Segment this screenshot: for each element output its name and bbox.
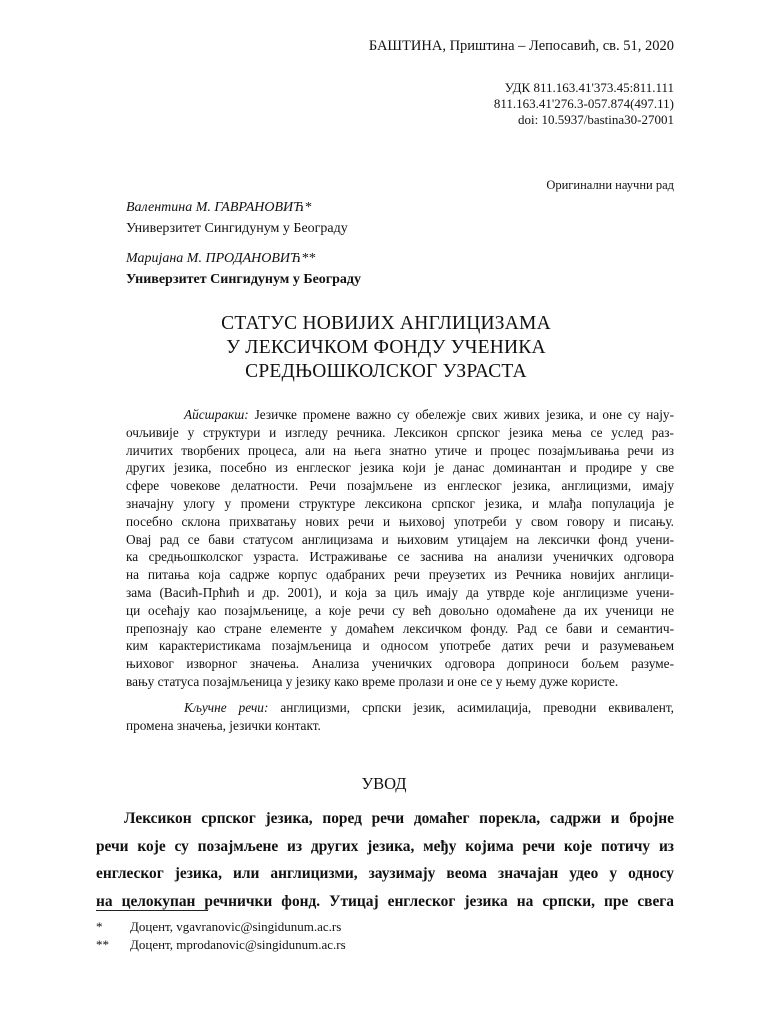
abstract-line	[126, 406, 674, 424]
author-name: Маријана М. ПРОДАНОВИЋ**	[126, 251, 316, 266]
keywords-line: промена значења, језички контакт.	[126, 717, 321, 733]
footnotes	[96, 918, 346, 954]
footnote-text: Доцент, mprodanovic@singidunum.ac.rs	[130, 937, 346, 952]
title-line: СРЕДЊОШКОЛСКОГ УЗРАСТА	[245, 361, 527, 382]
keywords-text: англицизми, српски језик, асимилација, преводни еквивалент,	[280, 699, 675, 715]
author-block	[126, 248, 361, 290]
abstract-line: вању статуса позајмљеница у језику како време пролази и оне се у њему дуже користе.	[126, 673, 619, 689]
abstract-line: Овај рад се бави статусом англицизама и њиховим утицајем на лексички фонд учени-	[126, 531, 674, 547]
author-name: Валентина М. ГАВРАНОВИЋ*	[126, 200, 312, 215]
udk-line: 811.163.41'276.3-057.874(497.11)	[493, 96, 674, 111]
keywords-label: Кључне речи:	[184, 699, 269, 715]
footnote-mark: **	[96, 937, 109, 952]
abstract-line: посебно склона прихватању нових речи и њиховој употреби у свом говору и писању.	[126, 513, 674, 529]
author-block	[126, 197, 348, 239]
abstract-line: њиховог изворног значења. Анализа ученичких одговора доприноси бољем разуме-	[126, 656, 674, 672]
abstract-line: ким карактеристикама позајмљеница и односом употребе датих речи и разумевањем	[126, 638, 674, 654]
title-line: У ЛЕКСИЧКОМ ФОНДУ УЧЕНИКА	[226, 337, 546, 358]
abstract-line: очљивије у структури и изгледу речника. Лексикон српског језика мења се услед раз-	[126, 424, 674, 440]
abstract-line: ци осећају као позајмљенице, а које речи су већ довољно одомаћене да их ученици не	[126, 602, 674, 618]
footnote-text: Доцент, vgavranovic@singidunum.ac.rs	[130, 919, 342, 934]
abstract-line: личитих творбених процеса, али на њега знатно утиче и процес позајмљивања речи из	[126, 442, 674, 458]
abstract-line: других језика, посебно из енглеског језика који је данас доминантан и продире у све	[126, 460, 674, 476]
body-line: Лексикон српског језика, поред речи домаћег порекла, садржи и бројне	[124, 810, 674, 827]
abstract-label: Айсшракш:	[184, 407, 249, 422]
author-affiliation: Универзитет Сингидунум у Београду	[126, 272, 362, 287]
abstract-line: на питања која садрже корпус одабраних речи преузетих из Речника новијих англици-	[126, 567, 674, 583]
footnote-rule	[96, 910, 208, 911]
title-line: СТАТУС НОВИЈИХ АНГЛИЦИЗАМА	[221, 313, 551, 334]
abstract-line: значајну улогу у промени структуре лексикона српског језика, и млађа популација је	[126, 495, 674, 511]
keywords-line	[126, 699, 674, 717]
abstract-text: Језичке промене важно су обележје свих живих језика, и оне су нају-	[254, 407, 674, 422]
keywords	[126, 699, 674, 735]
section-heading: УВОД	[361, 774, 407, 793]
abstract-line: зама (Васић-Прћић и др. 2001), и која за циљ имају да утврде које англицизме учени-	[126, 584, 674, 600]
footnote	[96, 936, 346, 954]
article-type: Оригинални научни рад	[546, 178, 674, 192]
body-line: на целокупан речнички фонд. Утицај енглеског језика на српски, пре свега	[96, 892, 674, 910]
abstract-line: ка средњошколског узраста. Истраживање се заснива на анализи ученичких одговора	[126, 549, 674, 565]
body-line: речи које су позајмљене из других језика, међу којима речи које потичу из	[96, 837, 674, 855]
author-affiliation: Универзитет Сингидунум у Београду	[126, 221, 348, 236]
footnote	[96, 918, 346, 936]
abstract-line: сфере човекове делатности. Речи позајмљене из енглеског језика, англицизми, имају	[126, 478, 674, 494]
paper-title	[96, 312, 676, 384]
running-head: БАШТИНА, Приштина – Лепосавић, св. 51, 2020	[368, 38, 674, 54]
udk-block	[494, 80, 674, 128]
udk-line: УДК 811.163.41'373.45:811.111	[504, 80, 674, 95]
body-line: енглеског језика, или англицизми, заузимају веома значајан удео у односу	[96, 865, 674, 883]
body-paragraph	[96, 805, 674, 915]
abstract-line: препознају као стране елементе у домаћем лексичком фонду. Рад се бави и семантич-	[126, 620, 674, 636]
abstract	[126, 406, 674, 734]
footnote-mark: *	[96, 919, 103, 934]
doi: doi: 10.5937/bastina30-27001	[518, 112, 674, 127]
